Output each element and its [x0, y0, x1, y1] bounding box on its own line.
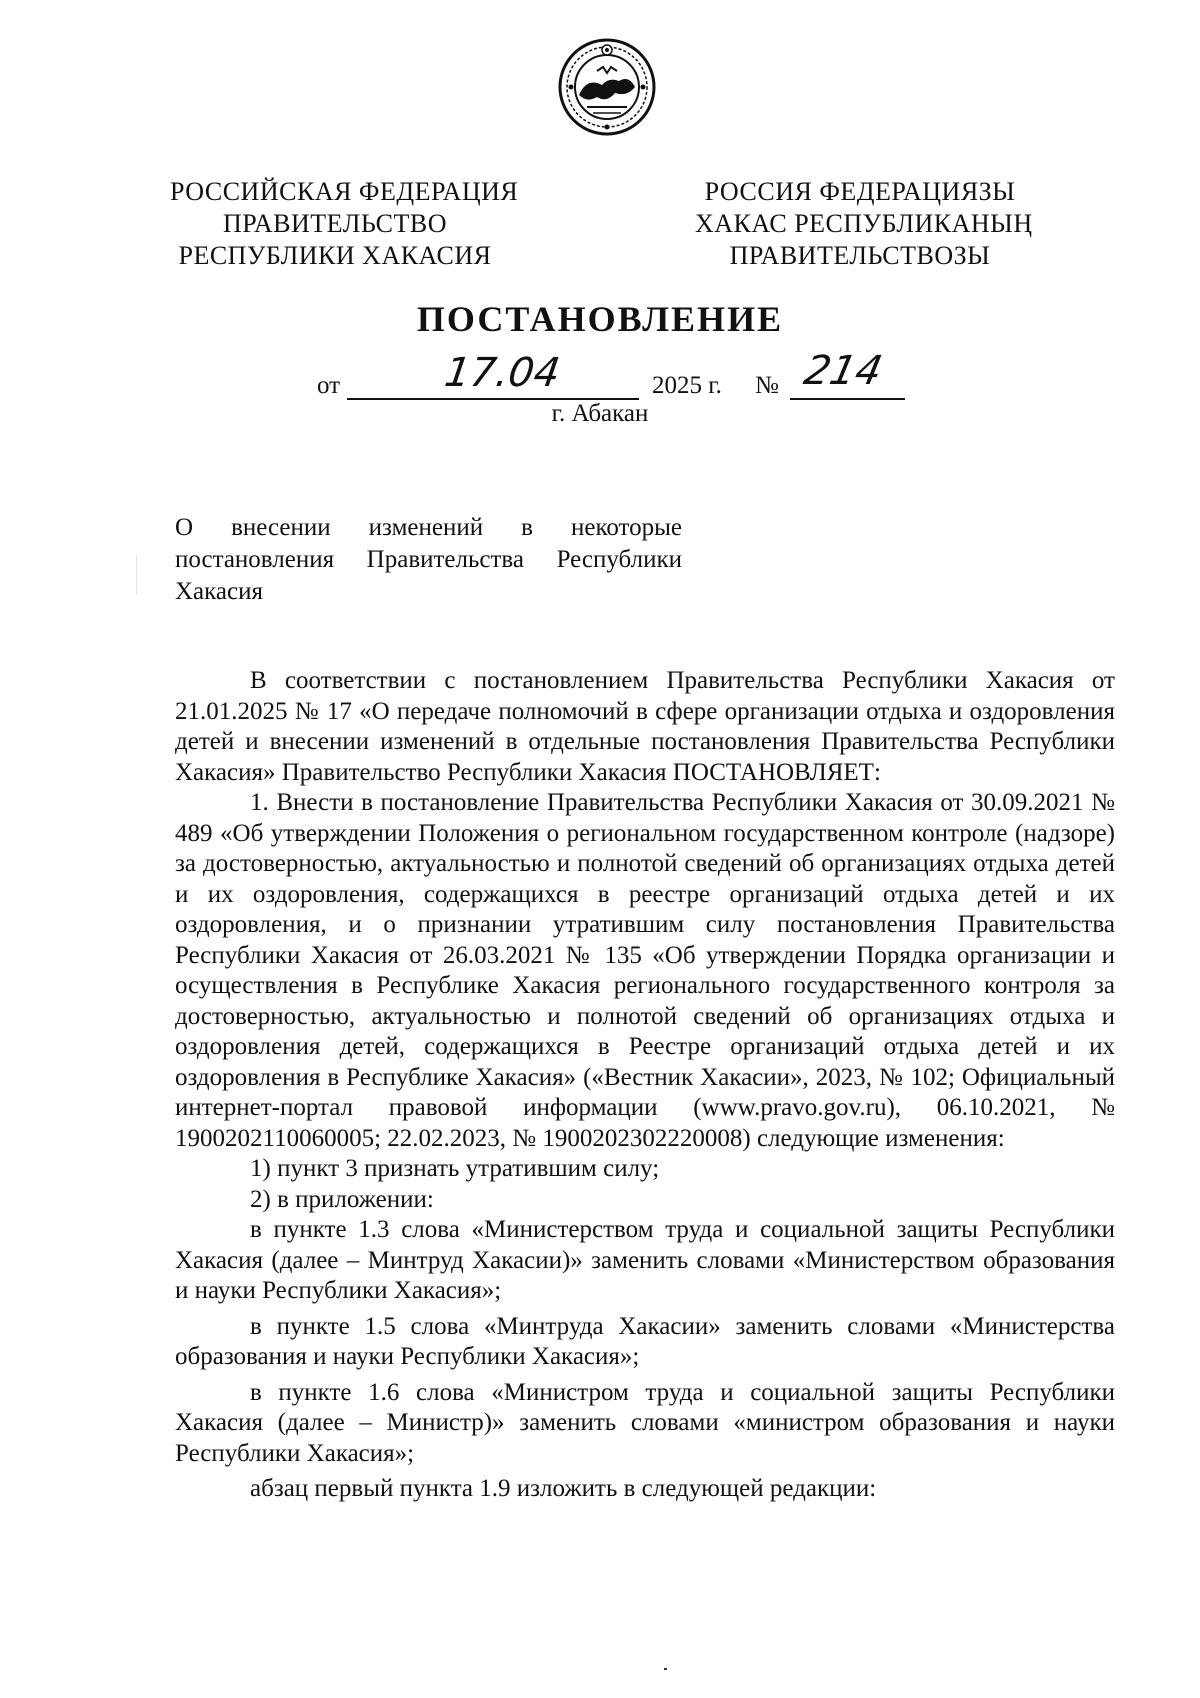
- body-paragraph: 1) пункт 3 признать утратившим силу;: [250, 1155, 660, 1182]
- body-paragraph: в пункте 1.3 слова «Министерством труда и социальной защиты Республики Хакасия (далее – Минтруд Хакасии)» заменить словами «Министерством образования и науки Республики Хакасия»;: [175, 1216, 1115, 1304]
- body-paragraph: 2) в приложении:: [250, 1185, 434, 1213]
- page-mark: [664, 1668, 667, 1670]
- subject-line: О внесении изменений в некоторые: [175, 514, 682, 541]
- header-right-block: [695, 176, 1033, 272]
- handwritten-number: 214: [800, 348, 887, 394]
- document-body: [175, 666, 1115, 1505]
- header-left-line: ПРАВИТЕЛЬСТВО: [223, 209, 447, 238]
- header-left-block: [170, 176, 519, 272]
- header-left-line: РЕСПУБЛИКИ ХАКАСИЯ: [178, 241, 492, 270]
- header-left-line: РОССИЙСКАЯ ФЕДЕРАЦИЯ: [170, 177, 519, 206]
- header-right-line: ХАКАС РЕСПУБЛИКАНЫҢ: [695, 209, 1033, 238]
- handwritten-date: 17.04: [441, 350, 563, 396]
- scan-artifact: [136, 555, 137, 595]
- header-right-line: ПРАВИТЕЛЬСТВОЗЫ: [729, 241, 991, 270]
- header-right-line: РОССИЯ ФЕДЕРАЦИЯЗЫ: [704, 177, 1016, 206]
- subject-line: постановления Правительства Республики: [175, 546, 682, 573]
- city-label: г. Абакан: [551, 400, 649, 427]
- document-type-title: ПОСТАНОВЛЕНИЕ: [416, 299, 784, 339]
- body-paragraph: в пункте 1.6 слова «Министром труда и социальной защиты Республики Хакасия (далее – Министр)» заменить словами «министром образования и науки Республики Хакасия»;: [175, 1378, 1115, 1467]
- number-label: №: [755, 372, 779, 399]
- body-paragraph: абзац первый пункта 1.9 изложить в следующей редакции:: [250, 1475, 877, 1502]
- coat-of-arms-emblem: [557, 37, 657, 137]
- body-paragraph: 1. Внести в постановление Правительства Республики Хакасия от 30.09.2021 № 489 «Об утверждении Положения о региональном государственном контроле (надзоре) за достоверностью, актуальностью и полнотой сведений об организациях отдыха детей и их оздоровления, содержащихся в реестре организаций отдыха детей и их оздоровления, и о признании утратившим силу постановления Правительства Республики Хакасия от 26.03.2021 № 135 «Об утверждении Порядка организации и осуществления в Республике Хакасия регионального государственного контроля за достоверностью, актуальностью и полнотой сведений об организациях отдыха и оздоровления детей, содержащихся в Реестре организаций отдыха детей и их оздоровления в Республике Хакасия» («Вестник Хакасии», 2023, № 102; Официальный интернет-портал правовой информации (www.pravo.gov.ru), 06.10.2021, № 1900202110060005; 22.02.2023, № 1900202302220008) следующие изменения:: [175, 789, 1115, 1152]
- date-from-label: от: [317, 372, 341, 399]
- year-label: 2025 г.: [652, 372, 722, 399]
- document-subject: [175, 512, 682, 608]
- body-paragraph: В соответствии с постановлением Правительства Республики Хакасия от 21.01.2025 № 17 «О передаче полномочий в сфере организации отдыха и оздоровления детей и внесении изменений в отдельные постановления Правительства Республики Хакасия» Правительство Республики Хакасия ПОСТАНОВЛЯЕТ:: [175, 667, 1115, 786]
- body-paragraph: в пункте 1.5 слова «Минтруда Хакасии» заменить словами «Министерства образования и науки Республики Хакасия»;: [175, 1312, 1115, 1370]
- subject-line: Хакасия: [175, 578, 263, 605]
